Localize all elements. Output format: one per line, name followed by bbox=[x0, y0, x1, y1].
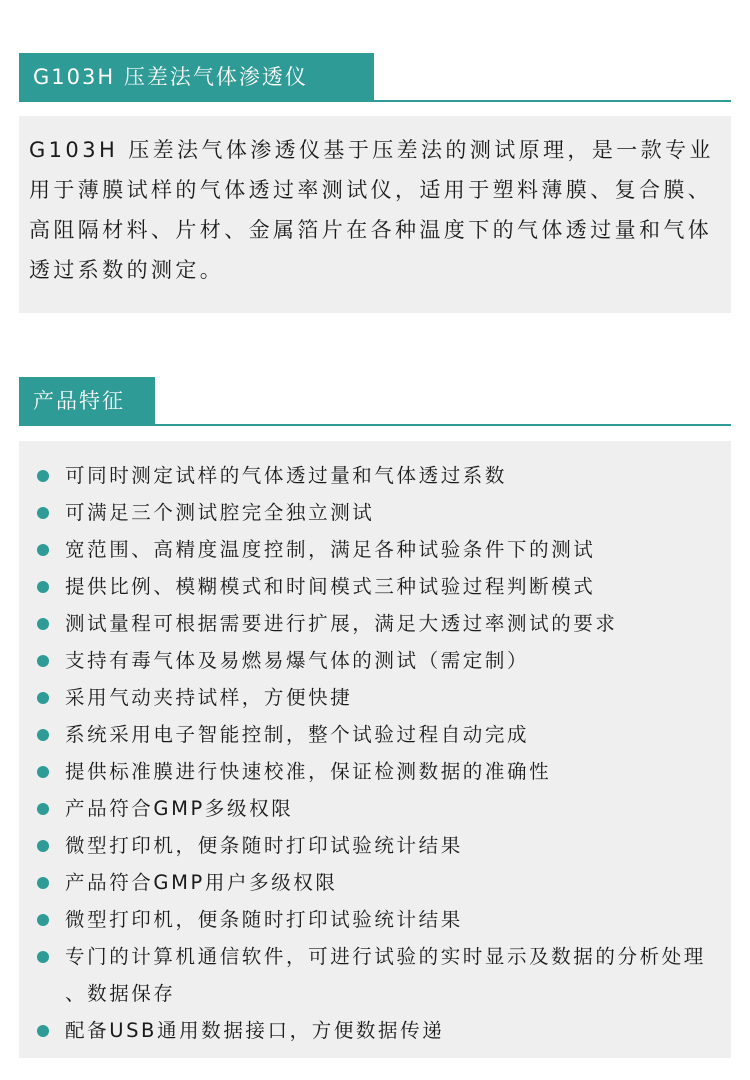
section-title-underline bbox=[19, 424, 731, 426]
feature-text: 微型打印机，便条随时打印试验统计结果 bbox=[65, 834, 463, 857]
bullet-dot-icon bbox=[37, 618, 49, 630]
bullet-dot-icon bbox=[37, 692, 49, 704]
feature-text: 提供比例、模糊模式和时间模式三种试验过程判断模式 bbox=[65, 575, 596, 598]
feature-item bbox=[37, 531, 731, 568]
feature-text: 产品符合GMP用户多级权限 bbox=[65, 871, 338, 894]
feature-item bbox=[37, 568, 731, 605]
features-panel bbox=[19, 441, 731, 1058]
feature-list bbox=[37, 457, 731, 1049]
bullet-dot-icon bbox=[37, 914, 49, 926]
feature-item bbox=[37, 494, 731, 531]
section-title-product: G103H 压差法气体渗透仪 bbox=[19, 53, 374, 101]
feature-item bbox=[37, 827, 731, 864]
feature-text: 测试量程可根据需要进行扩展，满足大透过率测试的要求 bbox=[65, 612, 618, 635]
feature-item bbox=[37, 679, 731, 716]
feature-text: 可满足三个测试腔完全独立测试 bbox=[65, 501, 375, 524]
bullet-dot-icon bbox=[37, 470, 49, 482]
feature-item bbox=[37, 605, 731, 642]
feature-text: 微型打印机，便条随时打印试验统计结果 bbox=[65, 908, 463, 931]
bullet-dot-icon bbox=[37, 877, 49, 889]
bullet-dot-icon bbox=[37, 1025, 49, 1037]
section-title-features: 产品特征 bbox=[19, 377, 155, 425]
bullet-dot-icon bbox=[37, 729, 49, 741]
feature-item bbox=[37, 716, 731, 753]
feature-text: 系统采用电子智能控制，整个试验过程自动完成 bbox=[65, 723, 530, 746]
feature-text: 专门的计算机通信软件，可进行试验的实时显示及数据的分析处理 、数据保存 bbox=[65, 945, 706, 1005]
section-title-underline bbox=[19, 100, 731, 102]
bullet-dot-icon bbox=[37, 544, 49, 556]
feature-item bbox=[37, 457, 731, 494]
bullet-dot-icon bbox=[37, 840, 49, 852]
intro-panel bbox=[19, 116, 731, 313]
bullet-dot-icon bbox=[37, 951, 49, 963]
bullet-dot-icon bbox=[37, 507, 49, 519]
feature-text: 可同时测定试样的气体透过量和气体透过系数 bbox=[65, 464, 508, 487]
bullet-dot-icon bbox=[37, 766, 49, 778]
intro-description: G103H 压差法气体渗透仪基于压差法的测试原理，是一款专业用于薄膜试样的气体透过率测试仪，适用于塑料薄膜、复合膜、高阻隔材料、片材、金属箔片在各种温度下的气体透过量和气体透过系数的测定。 bbox=[29, 138, 714, 282]
bullet-dot-icon bbox=[37, 655, 49, 667]
feature-text: 支持有毒气体及易燃易爆气体的测试（需定制） bbox=[65, 649, 530, 672]
feature-text: 产品符合GMP多级权限 bbox=[65, 797, 294, 820]
feature-text: 提供标准膜进行快速校准，保证检测数据的准确性 bbox=[65, 760, 552, 783]
feature-text: 配备USB通用数据接口，方便数据传递 bbox=[65, 1019, 445, 1042]
feature-text: 采用气动夹持试样，方便快捷 bbox=[65, 686, 353, 709]
bullet-dot-icon bbox=[37, 803, 49, 815]
feature-item bbox=[37, 864, 731, 901]
feature-item bbox=[37, 642, 731, 679]
feature-item bbox=[37, 753, 731, 790]
feature-item bbox=[37, 938, 731, 1012]
feature-text: 宽范围、高精度温度控制，满足各种试验条件下的测试 bbox=[65, 538, 596, 561]
feature-item bbox=[37, 901, 731, 938]
feature-item bbox=[37, 1012, 731, 1049]
feature-item bbox=[37, 790, 731, 827]
bullet-dot-icon bbox=[37, 581, 49, 593]
